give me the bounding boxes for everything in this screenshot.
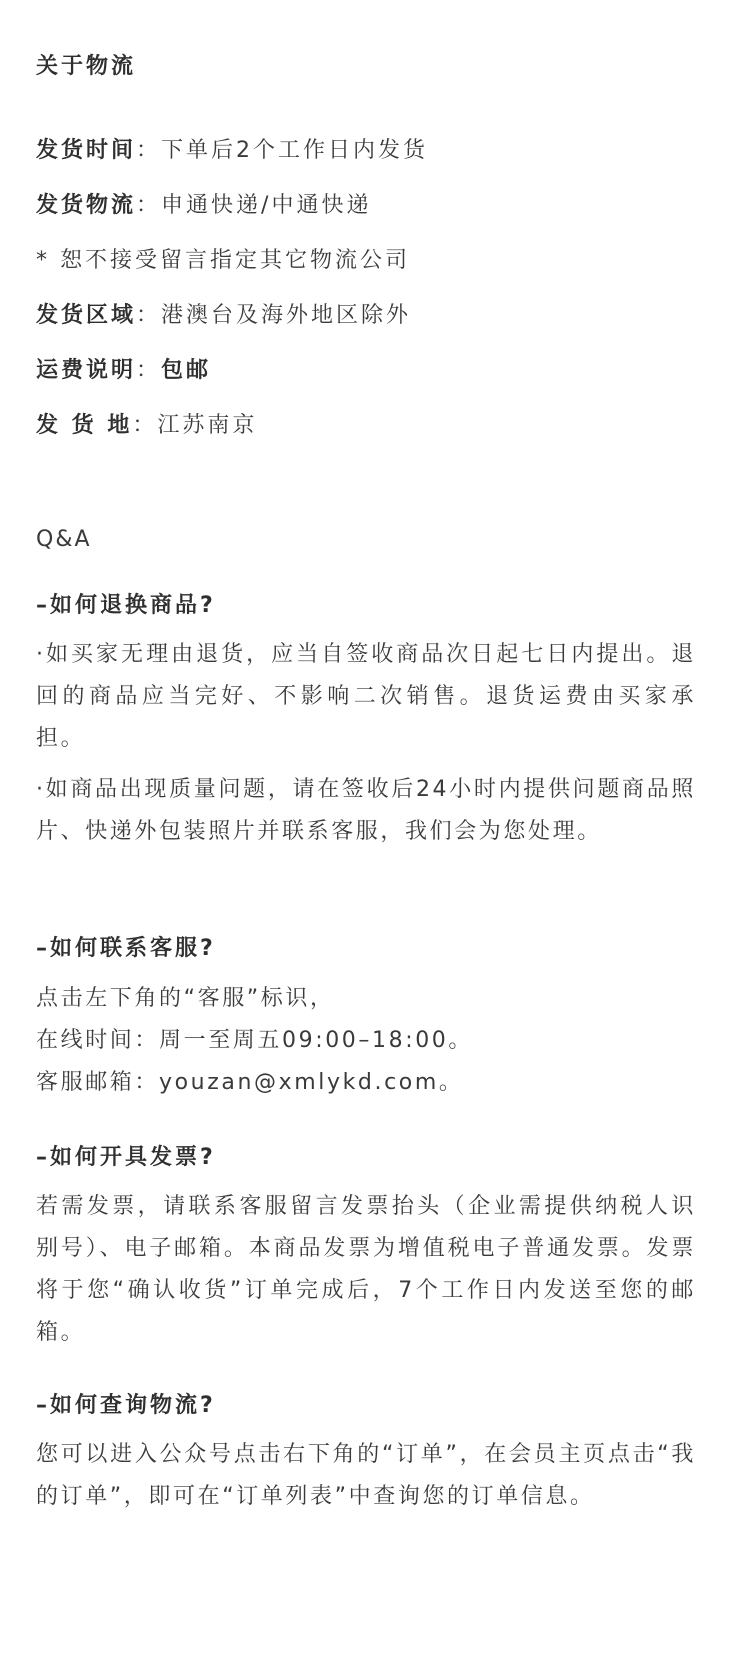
logistics-title: 关于物流 <box>36 54 137 79</box>
shipping-time-row <box>36 136 428 166</box>
qa-question-returns: –如何退换商品? <box>36 593 216 618</box>
qa-question-tracking: –如何查询物流? <box>36 1393 216 1418</box>
shipping-fee-value: 包邮 <box>161 358 212 383</box>
shipping-region-value: 港澳台及海外地区除外 <box>161 303 412 328</box>
qa-answer-invoice: 若需发票，请联系客服留言发票抬头（企业需提供纳税人识别号）、电子邮箱。本商品发票为增值税电子普通发票。发票将于您“确认收货”订单完成后，7个工作日内发送至您的邮箱。 <box>36 1194 696 1345</box>
shipping-time-sep: ： <box>136 138 162 163</box>
qa-answer-contact <box>36 978 473 1104</box>
qa-question-contact: –如何联系客服? <box>36 936 216 961</box>
contact-line-email: 客服邮箱：youzan@xmlykd.com。 <box>36 1070 464 1095</box>
contact-line-1: 点击左下角的“客服”标识， <box>36 986 335 1011</box>
shipping-carrier-sep: ： <box>136 193 162 218</box>
shipping-region-label: 发货区域 <box>36 303 137 328</box>
qa-question-invoice: –如何开具发票? <box>36 1145 216 1170</box>
ship-from-label: 发 货 地 <box>36 413 133 438</box>
shipping-region-row <box>36 301 411 331</box>
shipping-region-sep: ： <box>136 303 162 328</box>
ship-from-sep: ： <box>132 413 158 438</box>
qa-answer-returns-1: ·如买家无理由退货，应当自签收商品次日起七日内提出。退回的商品应当完好、不影响二次销售。退货运费由买家承担。 <box>36 642 696 751</box>
shipping-fee-row <box>36 356 211 386</box>
shipping-carrier-row <box>36 191 371 221</box>
carrier-note: * 恕不接受留言指定其它物流公司 <box>36 248 410 273</box>
ship-from-value: 江苏南京 <box>157 413 258 438</box>
shipping-time-value: 下单后2个工作日内发货 <box>161 138 429 163</box>
shipping-fee-sep: ： <box>136 358 162 383</box>
qa-title: Q&A <box>36 527 92 552</box>
qa-answer-tracking: 您可以进入公众号点击右下角的“订单”，在会员主页点击“我的订单”，即可在“订单列表”中查询您的订单信息。 <box>36 1442 696 1509</box>
shipping-carrier-label: 发货物流 <box>36 193 137 218</box>
qa-answer-returns-2: ·如商品出现质量问题，请在签收后24小时内提供问题商品照片、快递外包装照片并联系客服，我们会为您处理。 <box>36 777 696 844</box>
shipping-fee-label: 运费说明 <box>36 358 137 383</box>
shipping-time-label: 发货时间 <box>36 138 137 163</box>
ship-from-row <box>36 411 257 441</box>
contact-line-hours: 在线时间：周一至周五09:00–18:00。 <box>36 1028 474 1053</box>
shipping-carrier-value: 申通快递/中通快递 <box>161 193 372 218</box>
